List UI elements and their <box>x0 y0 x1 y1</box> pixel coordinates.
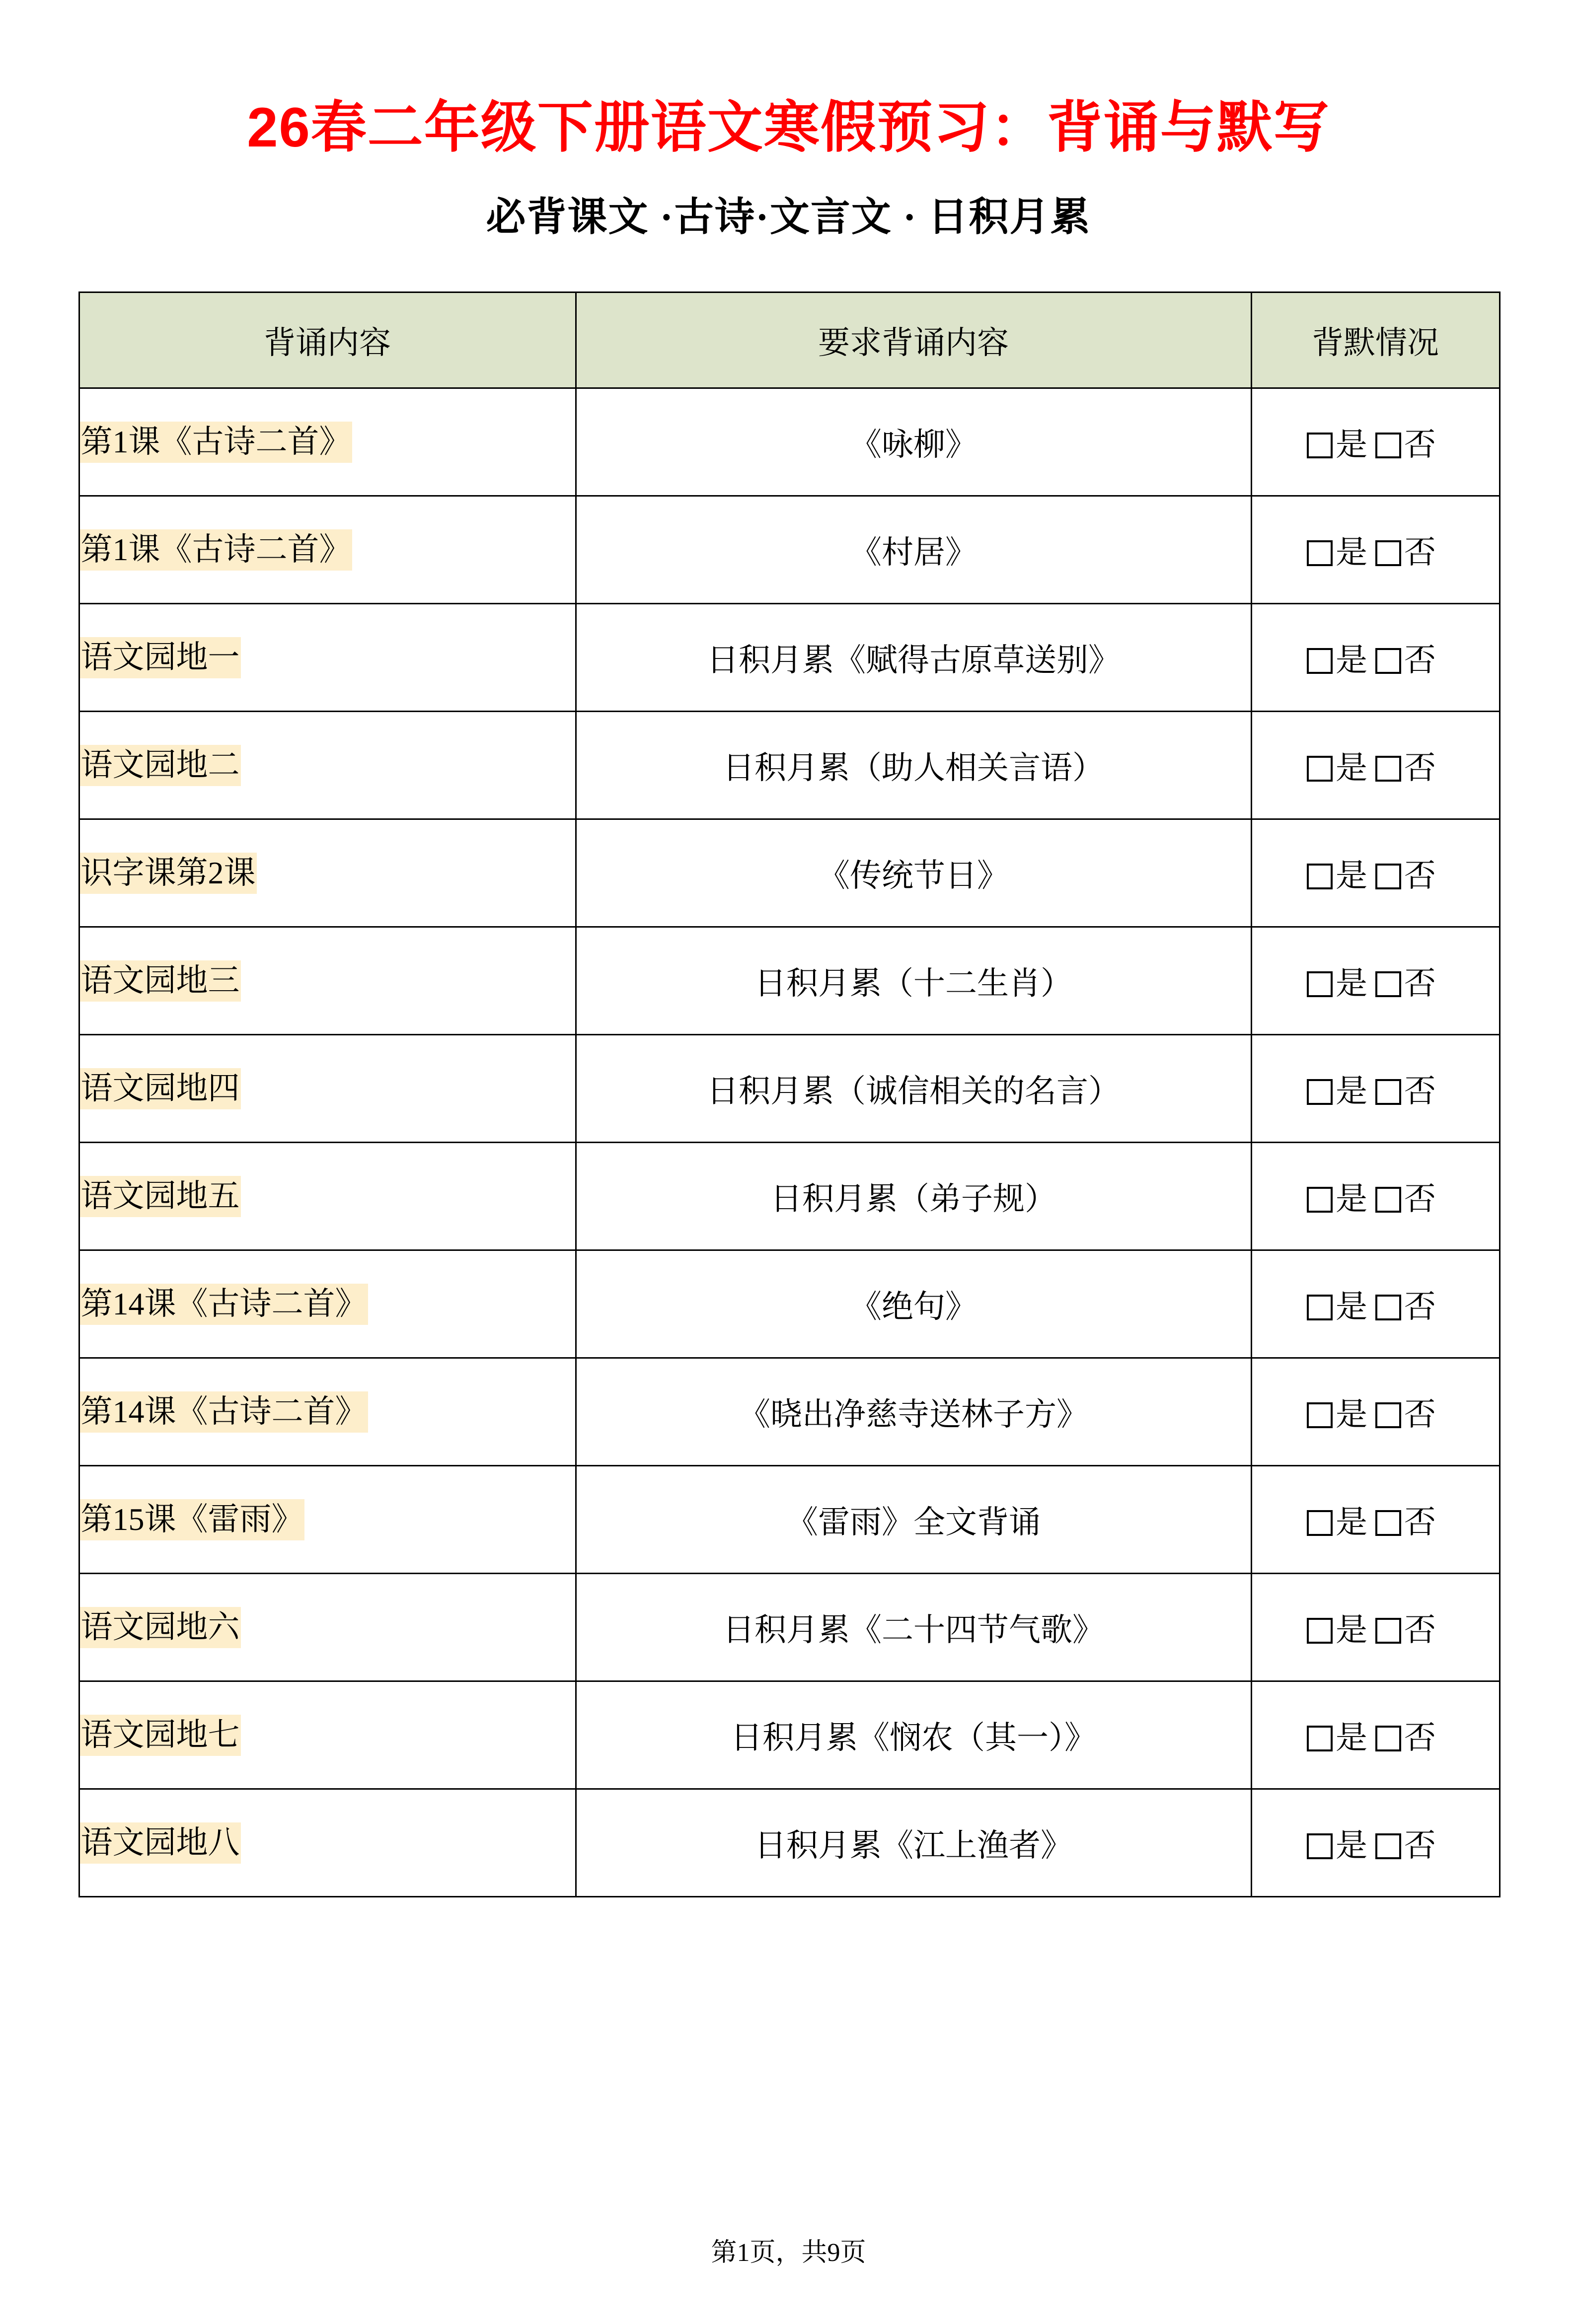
cell-requirement: 《咏柳》 <box>576 388 1251 496</box>
checkbox-yes[interactable] <box>1307 1726 1333 1751</box>
table-row <box>79 1466 1500 1574</box>
checkbox-no[interactable] <box>1375 1833 1401 1859</box>
checkbox-no-label: 否 <box>1404 427 1436 463</box>
column-header-content: 背诵内容 <box>79 292 576 388</box>
checkbox-yes-label: 是 <box>1336 427 1367 463</box>
page-footer: 第1页，共9页 <box>711 2239 866 2267</box>
table-row <box>79 712 1500 819</box>
checkbox-no-label: 否 <box>1404 1289 1436 1325</box>
cell-requirement: 日积月累（弟子规） <box>576 1143 1251 1250</box>
checkbox-yes-label: 是 <box>1336 1397 1367 1433</box>
checkbox-yes[interactable] <box>1307 1079 1333 1105</box>
cell-requirement: 日积月累《悯农（其一）》 <box>576 1681 1251 1789</box>
table-row <box>79 1574 1500 1681</box>
checkbox-yes[interactable] <box>1307 1295 1333 1320</box>
cell-content <box>79 1789 576 1897</box>
checkbox-no[interactable] <box>1375 1726 1401 1751</box>
page-subtitle: 必背课文 ·古诗·文言文 · 日积月累 <box>486 196 1091 240</box>
cell-content <box>79 1035 576 1143</box>
checkbox-yes-label: 是 <box>1336 858 1367 894</box>
cell-content <box>79 927 576 1035</box>
checkbox-no-label: 否 <box>1404 1397 1436 1433</box>
cell-content <box>79 1250 576 1358</box>
cell-content <box>79 712 576 819</box>
checkbox-yes[interactable] <box>1307 864 1333 889</box>
checkbox-no[interactable] <box>1375 971 1401 997</box>
table-body <box>79 388 1500 1897</box>
content-highlight: 第15课《雷雨》 <box>80 1499 304 1541</box>
cell-requirement: 日积月累《赋得古原草送别》 <box>576 604 1251 712</box>
content-highlight: 语文园地五 <box>80 1176 241 1218</box>
content-highlight: 语文园地八 <box>80 1822 241 1864</box>
cell-status <box>1251 819 1500 927</box>
table-row <box>79 1250 1500 1358</box>
cell-requirement: 日积月累（助人相关言语） <box>576 712 1251 819</box>
cell-requirement: 《村居》 <box>576 496 1251 604</box>
checkbox-yes[interactable] <box>1307 433 1333 458</box>
content-highlight: 第14课《古诗二首》 <box>80 1284 368 1325</box>
checkbox-no-label: 否 <box>1404 1074 1436 1109</box>
checkbox-no[interactable] <box>1375 433 1401 458</box>
cell-status <box>1251 1574 1500 1681</box>
cell-status <box>1251 1789 1500 1897</box>
checkbox-no-label: 否 <box>1404 858 1436 894</box>
checkbox-no-label: 否 <box>1404 1181 1436 1217</box>
checkbox-yes-label: 是 <box>1336 1720 1367 1756</box>
checkbox-yes[interactable] <box>1307 1402 1333 1428</box>
content-highlight: 第14课《古诗二首》 <box>80 1391 368 1433</box>
checkbox-no[interactable] <box>1375 1510 1401 1536</box>
checkbox-no-label: 否 <box>1404 750 1436 786</box>
table-row <box>79 819 1500 927</box>
cell-status <box>1251 1250 1500 1358</box>
cell-requirement: 日积月累《二十四节气歌》 <box>576 1574 1251 1681</box>
recitation-table-wrapper <box>78 291 1499 1897</box>
checkbox-no-label: 否 <box>1404 643 1436 678</box>
table-row <box>79 388 1500 496</box>
table-row <box>79 1035 1500 1143</box>
cell-requirement: 日积月累（十二生肖） <box>576 927 1251 1035</box>
content-highlight: 语文园地四 <box>80 1068 241 1110</box>
cell-content <box>79 1681 576 1789</box>
table-row <box>79 1681 1500 1789</box>
table-header-row <box>79 292 1500 388</box>
checkbox-no[interactable] <box>1375 1079 1401 1105</box>
checkbox-yes[interactable] <box>1307 648 1333 674</box>
cell-requirement: 日积月累《江上渔者》 <box>576 1789 1251 1897</box>
checkbox-yes-label: 是 <box>1336 966 1367 1002</box>
content-highlight: 语文园地六 <box>80 1607 241 1649</box>
checkbox-no[interactable] <box>1375 540 1401 566</box>
table-row <box>79 496 1500 604</box>
cell-content <box>79 819 576 927</box>
cell-requirement: 《传统节日》 <box>576 819 1251 927</box>
table-row <box>79 1143 1500 1250</box>
cell-requirement: 《晓出净慈寺送林子方》 <box>576 1358 1251 1466</box>
cell-status <box>1251 1466 1500 1574</box>
cell-status <box>1251 1681 1500 1789</box>
checkbox-yes-label: 是 <box>1336 643 1367 678</box>
cell-content <box>79 604 576 712</box>
checkbox-no[interactable] <box>1375 1402 1401 1428</box>
cell-status <box>1251 927 1500 1035</box>
table-header <box>79 292 1500 388</box>
column-header-requirement: 要求背诵内容 <box>576 292 1251 388</box>
checkbox-yes[interactable] <box>1307 1618 1333 1644</box>
cell-status <box>1251 388 1500 496</box>
checkbox-yes-label: 是 <box>1336 1828 1367 1864</box>
cell-content <box>79 1358 576 1466</box>
cell-content <box>79 1143 576 1250</box>
content-highlight: 第1课《古诗二首》 <box>80 529 352 571</box>
content-highlight: 语文园地七 <box>80 1715 241 1756</box>
content-highlight: 第1课《古诗二首》 <box>80 422 352 463</box>
checkbox-yes-label: 是 <box>1336 535 1367 571</box>
table-row <box>79 604 1500 712</box>
cell-content <box>79 1574 576 1681</box>
checkbox-no[interactable] <box>1375 864 1401 889</box>
page-title: 26春二年级下册语文寒假预习：背诵与默写 <box>247 96 1330 158</box>
cell-status <box>1251 1143 1500 1250</box>
cell-requirement: 《雷雨》全文背诵 <box>576 1466 1251 1574</box>
content-highlight: 语文园地三 <box>80 960 241 1002</box>
checkbox-yes[interactable] <box>1307 1510 1333 1536</box>
cell-requirement: 《绝句》 <box>576 1250 1251 1358</box>
checkbox-no[interactable] <box>1375 756 1401 782</box>
cell-status <box>1251 712 1500 819</box>
document-page <box>0 94 1577 2324</box>
cell-status <box>1251 1035 1500 1143</box>
checkbox-no-label: 否 <box>1404 1720 1436 1756</box>
cell-status <box>1251 604 1500 712</box>
cell-status <box>1251 496 1500 604</box>
cell-content <box>79 388 576 496</box>
checkbox-no[interactable] <box>1375 1295 1401 1320</box>
checkbox-yes-label: 是 <box>1336 1074 1367 1109</box>
checkbox-no-label: 否 <box>1404 1505 1436 1540</box>
cell-content <box>79 1466 576 1574</box>
checkbox-no-label: 否 <box>1404 1612 1436 1648</box>
checkbox-yes[interactable] <box>1307 1187 1333 1213</box>
content-highlight: 识字课第2课 <box>80 853 257 894</box>
checkbox-no-label: 否 <box>1404 1828 1436 1864</box>
checkbox-yes-label: 是 <box>1336 1612 1367 1648</box>
recitation-table <box>78 291 1501 1897</box>
checkbox-no[interactable] <box>1375 648 1401 674</box>
checkbox-yes-label: 是 <box>1336 1505 1367 1540</box>
cell-requirement: 日积月累（诚信相关的名言） <box>576 1035 1251 1143</box>
column-header-status: 背默情况 <box>1251 292 1500 388</box>
checkbox-yes-label: 是 <box>1336 750 1367 786</box>
content-highlight: 语文园地一 <box>80 637 241 679</box>
cell-content <box>79 496 576 604</box>
content-highlight: 语文园地二 <box>80 745 241 787</box>
checkbox-no[interactable] <box>1375 1187 1401 1213</box>
checkbox-yes[interactable] <box>1307 540 1333 566</box>
checkbox-yes-label: 是 <box>1336 1181 1367 1217</box>
checkbox-no-label: 否 <box>1404 535 1436 571</box>
cell-status <box>1251 1358 1500 1466</box>
checkbox-yes-label: 是 <box>1336 1289 1367 1325</box>
table-row <box>79 927 1500 1035</box>
checkbox-no-label: 否 <box>1404 966 1436 1002</box>
table-row <box>79 1358 1500 1466</box>
checkbox-yes[interactable] <box>1307 1833 1333 1859</box>
checkbox-yes[interactable] <box>1307 756 1333 782</box>
checkbox-no[interactable] <box>1375 1618 1401 1644</box>
checkbox-yes[interactable] <box>1307 971 1333 997</box>
table-row <box>79 1789 1500 1897</box>
